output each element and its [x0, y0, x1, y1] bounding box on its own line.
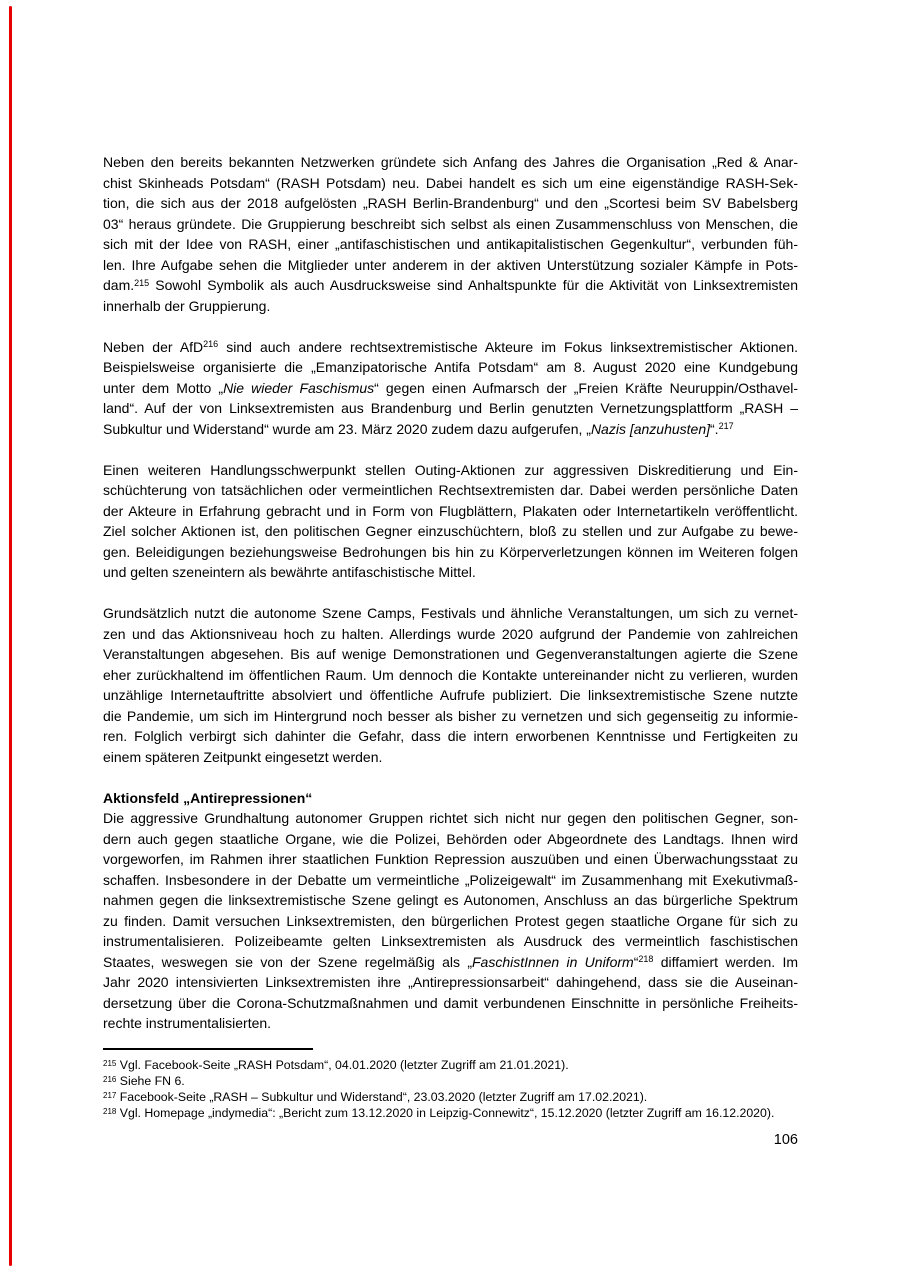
body-line: innerhalb der Gruppierung.	[103, 297, 271, 314]
body-line: Einen weiteren Handlungsschwerpunkt stellen Outing-Aktionen zur aggressiven Diskreditierung und Ein-	[103, 461, 798, 478]
page-number: 106	[773, 1132, 798, 1148]
text-segment: “ gegen einen Aufmarsch der „Freien Kräfte Neuruppin/Osthavel-	[374, 379, 799, 396]
body-line: eher zurückhaltend im öffentlichen Raum. Um dennoch die Kontakte untereinander nicht zu verlieren, wurden	[103, 666, 798, 683]
quoted-italic-text: Nazis [anzuhusten]	[590, 420, 711, 437]
body-line: zen und das Aktionsniveau hoch zu halten. Allerdings wurde 2020 aufgrund der Pandemie von zahlreichen	[103, 625, 798, 642]
body-line: land“. Auf der von Linksextremisten aus Brandenburg und Berlin genutzten Vernetzungsplattform „RASH –	[103, 400, 798, 416]
body-line: Veranstaltungen abgesehen. Bis auf wenige Demonstrationen und Gegenveranstaltungen agierte die Szene	[103, 646, 798, 662]
body-line: zu finden. Damit versuchen Linksextremisten, den bürgerlichen Protest gegen staatliche Organe für sich zu	[103, 912, 798, 929]
body-line: Die aggressive Grundhaltung autonomer Gruppen richtet sich nicht nur gegen den politischen Gegner, son-	[103, 810, 798, 826]
body-line: die Pandemie, um sich im Hintergrund noch besser als bisher zu vernetzen und sich gegenseitig zu informie-	[103, 707, 798, 724]
footnote	[103, 1089, 798, 1105]
body-line: instrumentalisieren. Polizeibeamte gelten Linksextremisten als Ausdruck des vermeintlich faschistischen	[103, 933, 798, 949]
paragraph	[103, 603, 798, 767]
body-line	[103, 419, 798, 440]
text-segment: “.	[710, 420, 719, 437]
body-line: nahmen gegen die linksextremistische Szene gelingt es Autonomen, Anschluss an das bürgerliche Spektrum	[103, 892, 798, 908]
text-segment: Staates, weswegen sie von der Szene regelmäßig als „	[103, 953, 472, 970]
paragraph	[103, 460, 798, 583]
footnote-number: 215	[103, 1058, 117, 1068]
body-line: chist Skinheads Potsdam“ (RASH Potsdam) neu. Dabei handelt es sich um eine eigenständige RASH-Sek-	[103, 174, 798, 191]
body-line: der Akteure in Erfahrung gebracht und in Form von Flugblättern, Plakaten oder Internetartikeln veröffentlicht.	[103, 502, 798, 519]
body-line	[103, 337, 798, 358]
body-line: und gelten szeneintern als bewährte antifaschistische Mittel.	[103, 564, 476, 580]
text-segment: “	[633, 953, 639, 970]
footnotes	[103, 1057, 798, 1121]
footnote	[103, 1057, 798, 1073]
text-content	[103, 152, 798, 1034]
footnote-reference: 215	[134, 277, 150, 288]
text-segment: diffamiert werden. Im	[653, 953, 798, 970]
red-margin-line	[9, 6, 12, 1266]
body-line: dersetzung über die Corona-Schutzmaßnahmen und damit verbundenen Einschnitte in persönliche Freiheits-	[103, 994, 798, 1011]
footnote-reference: 216	[203, 339, 219, 349]
body-line: einem späteren Zeitpunkt eingesetzt werden.	[103, 748, 383, 765]
footnote-text: Facebook-Seite „RASH – Subkultur und Widerstand“, 23.03.2020 (letzter Zugriff am 17.02.2021).	[116, 1090, 648, 1104]
quoted-italic-text: FaschistInnen in Uniform	[472, 953, 634, 970]
footnote-number: 216	[103, 1074, 117, 1084]
text-segment: Sowohl Symbolik als auch Ausdrucksweise sind Anhaltspunkte für die Aktivität von Linksextremisten	[149, 277, 798, 293]
body-line	[103, 952, 798, 973]
text-segment: unter dem Motto „	[103, 379, 224, 396]
body-line: 03“ heraus gründete. Die Gruppierung beschreibt sich selbst als einen Zusammenschluss von Menschen, die	[103, 215, 798, 232]
body-line: dern auch gegen staatliche Organe, wie die Polizei, Behörden oder Abgeordnete des Landtags. Ihnen wird	[103, 830, 798, 847]
text-segment: sind auch andere rechtsextremistische Akteure im Fokus linksextremistischer Aktionen.	[218, 338, 799, 355]
body-line: ren. Folglich verbirgt sich dahinter die Gefahr, dass die intern erworbenen Kenntnisse und Fertigkeiten zu	[103, 728, 798, 744]
body-line	[103, 275, 798, 296]
footnote-number: 218	[103, 1106, 117, 1116]
footnote-reference: 217	[718, 421, 734, 431]
body-line: len. Ihre Aufgabe sehen die Mitglieder unter anderem in der aktiven Unterstützung sozialer Kämpfe in Pots-	[103, 256, 798, 273]
body-line: schüchterung von tatsächlichen oder vermeintlichen Rechtsextremisten dar. Dabei werden persönliche Daten	[103, 482, 798, 498]
paragraph	[103, 337, 798, 440]
body-line: tion, die sich aus der 2018 aufgelösten „RASH Berlin-Brandenburg“ und den „Scortesi beim SV Babelsberg	[103, 195, 798, 211]
body-line: sich mit der Idee von RASH, einer „antifaschistischen und antikapitalistischen Gegenkultur“, verbunden füh-	[103, 236, 798, 252]
footnote-text: Vgl. Homepage „indymedia“: „Bericht zum 13.12.2020 in Leipzig-Connewitz“, 15.12.2020 (letzter Zugriff am 16.12.2020).	[116, 1106, 775, 1120]
body-line: rechte instrumentalisierten.	[103, 1015, 272, 1031]
body-line: gen. Beleidigungen beziehungsweise Bedrohungen bis hin zu Körperverletzungen können im Weiteren folgen	[103, 543, 798, 560]
quoted-italic-text: Nie wieder Faschismus	[223, 379, 375, 396]
paragraph	[103, 152, 798, 316]
body-line: unzählige Internetauftritte absolviert und öffentliche Aufrufe publiziert. Die linksextremistische Szene nutzte	[103, 687, 798, 703]
body-line	[103, 378, 798, 399]
footnote-reference: 218	[638, 954, 654, 964]
body-line: schaffen. Insbesondere in der Debatte um vermeintliche „Polizeigewalt“ im Zusammenhang mit Exekutivmaß-	[103, 871, 798, 888]
body-line: Beispielsweise organisierte die „Emanzipatorische Antifa Potsdam“ am 8. August 2020 eine Kundgebung	[103, 359, 798, 375]
footnote	[103, 1073, 798, 1089]
footnote-text: Siehe FN 6.	[116, 1074, 185, 1088]
footnote-number: 217	[103, 1090, 117, 1100]
footnote-text: Vgl. Facebook-Seite „RASH Potsdam“, 04.01.2020 (letzter Zugriff am 21.01.2021).	[116, 1058, 569, 1072]
body-line: Neben den bereits bekannten Netzwerken gründete sich Anfang des Jahres die Organisation „Red & Anar-	[103, 154, 798, 170]
paragraph	[103, 808, 798, 1034]
text-segment: Neben der AfD	[103, 338, 204, 355]
footnote-separator	[103, 1048, 313, 1050]
body-line: Jahr 2020 intensivierten Linksextremisten ihre „Antirepressionsarbeit“ dahingehend, dass sie die Auseinan-	[103, 974, 798, 990]
text-segment: dam.	[103, 277, 135, 293]
body-line: Grundsätzlich nutzt die autonome Szene Camps, Festivals und ähnliche Veranstaltungen, um sich zu vernet-	[103, 605, 798, 621]
footnote	[103, 1105, 798, 1121]
text-segment: Subkultur und Widerstand“ wurde am 23. März 2020 zudem dazu aufgerufen, „	[103, 420, 591, 437]
body-line: vorgeworfen, im Rahmen ihrer staatlichen Funktion Repression auszuüben und einen Überwachungsstaat zu	[103, 851, 798, 867]
section-heading: Aktionsfeld „Antirepressionen“	[103, 789, 313, 806]
body-line: Ziel solcher Aktionen ist, den politischen Gegner einzuschüchtern, bloß zu stellen und zur Aufgabe zu bewe-	[103, 523, 798, 539]
